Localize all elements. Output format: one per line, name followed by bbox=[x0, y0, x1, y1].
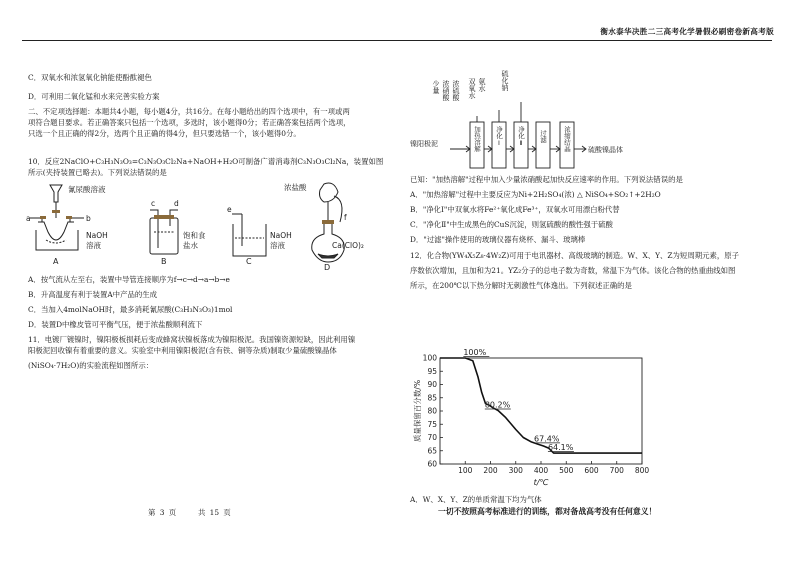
y-tick-label: 60 bbox=[427, 459, 437, 469]
flow-box-5-label: 浓缩结晶 bbox=[563, 126, 571, 152]
y-tick-label: 85 bbox=[427, 393, 437, 403]
q9-option-d: D．可利用二氧化锰和水来完善实验方案 bbox=[28, 92, 160, 102]
apparatus-c-solution-label: 溶液 bbox=[270, 240, 285, 250]
apparatus-d-hcl-label: 浓盐酸 bbox=[284, 182, 307, 192]
y-tick-label: 70 bbox=[427, 433, 437, 443]
port-b-label: b bbox=[86, 213, 91, 223]
apparatus-d-reagent-label: Ca(ClO)₂ bbox=[332, 240, 364, 250]
page-footer bbox=[148, 507, 231, 518]
flow-input-5: 氨水 bbox=[478, 78, 486, 92]
data-annotation: 67.4% bbox=[534, 434, 560, 444]
x-tick-label: 600 bbox=[584, 466, 599, 475]
right-column bbox=[410, 70, 782, 504]
apparatus-c-naoh-label: NaOH bbox=[270, 230, 292, 240]
y-tick-label: 80 bbox=[427, 406, 437, 416]
apparatus-c-label: C bbox=[246, 256, 252, 266]
page-total: 共 15 页 bbox=[197, 508, 231, 517]
q12-option-a: A．W、X、Y、Z的单质常温下均为气体 bbox=[410, 495, 542, 504]
flow-box-2-label: 净化Ⅰ bbox=[495, 126, 503, 147]
x-tick-label: 300 bbox=[508, 466, 523, 475]
header-rule bbox=[22, 40, 772, 41]
q11-option-c: C．"净化Ⅱ"中生成黑色的CuS沉淀，则氢硫酸的酸性强于硫酸 bbox=[410, 220, 613, 230]
q10-option-a: A．按气流从左至右，装置中导管连接顺序为f→c→d→a→b→e bbox=[28, 274, 230, 284]
x-tick-label: 100 bbox=[458, 466, 473, 475]
q10-option-c: C．当加入4molNaOH时，最多消耗氰尿酸(C₃H₃N₃O₃)1mol bbox=[28, 304, 233, 314]
data-annotation: 80.2% bbox=[484, 400, 511, 410]
q10-stem-2: 所示(夹持装置已略去)。下列说法错误的是 bbox=[28, 167, 167, 177]
apparatus-a-cyanuric-label: 氰尿酸溶液 bbox=[68, 184, 106, 194]
data-annotation: 64.1% bbox=[547, 443, 574, 453]
flow-box-4 bbox=[536, 122, 550, 168]
x-tick-label: 700 bbox=[609, 466, 624, 475]
y-tick-label: 65 bbox=[427, 446, 437, 456]
q11-stem-2: 阳极泥回收镍有着重要的意义。实验室中利用镍阳极泥(含有铁、铜等杂质)制取少量硫酸镍晶体 bbox=[28, 346, 337, 356]
page-number: 第 3 页 bbox=[148, 508, 177, 517]
y-tick-label: 90 bbox=[427, 380, 437, 390]
port-e-label: e bbox=[227, 204, 232, 214]
flow-box-3-label: 净化Ⅱ bbox=[517, 126, 525, 147]
q12-stem-3: 所示，在200℃以下热分解时无刺激性气体逸出。下列叙述正确的是 bbox=[410, 280, 632, 290]
flow-input-2: 浓硝酸 bbox=[442, 80, 450, 101]
q11-option-a: A．"加热溶解"过程中主要反应为Ni+2H₂SO₄(浓) △ NiSO₄+SO₂↑+2H₂O bbox=[410, 190, 661, 200]
apparatus-b-brine-label-1: 饱和食 bbox=[183, 230, 206, 240]
x-axis-label: t/℃ bbox=[533, 478, 549, 487]
q11-option-b: B．"净化Ⅰ"中双氧水将Fe²⁺氧化成Fe³⁺，双氧水可用漂白粉代替 bbox=[410, 205, 620, 215]
x-tick-label: 200 bbox=[483, 466, 498, 475]
flow-input-1: 少量 bbox=[432, 80, 440, 94]
port-f-label: f bbox=[344, 212, 347, 222]
plot-frame bbox=[440, 358, 642, 464]
apparatus-b-brine-label-2: 盐水 bbox=[183, 240, 198, 250]
y-axis-label: 质量保留百分数/% bbox=[413, 379, 422, 443]
q10-option-d: D．装置D中橡皮管可平衡气压，便于浓盐酸顺利流下 bbox=[28, 320, 203, 330]
x-tick-label: 400 bbox=[533, 466, 549, 475]
q10-apparatus-figure bbox=[26, 180, 368, 272]
q11-stem-1: 11．电镀厂镀镍时，镍阳极板损耗后变成蜂窝状镍板落成为镍阳极泥。我国镍资源短缺，因此利用镍 bbox=[28, 335, 356, 345]
q9-option-c: C．双氧水和浓氢氧化钠能使酚酞褪色 bbox=[28, 73, 152, 82]
left-column bbox=[28, 72, 386, 372]
q12-stem-2: 序数依次增加，且加和为21。YZ₂分子的总电子数为奇数，常温下为气体。该化合物的热重曲线如图 bbox=[410, 265, 736, 275]
q10-stem-1: 10．反应2NaClO+C₃H₃N₃O₃=C₃N₃O₃Cl₂Na+NaOH+H₂O可制备广谱消毒剂C₃N₃O₃Cl₂Na，装置如图 bbox=[28, 156, 384, 166]
port-a-label: a bbox=[26, 213, 31, 223]
apparatus-a-label: A bbox=[53, 256, 59, 266]
data-annotation: 100% bbox=[463, 348, 487, 357]
flow-input-6: 硫化钠 bbox=[501, 70, 509, 91]
y-tick-label: 75 bbox=[427, 419, 437, 429]
x-tick-label: 500 bbox=[559, 466, 574, 475]
section-two-instructions-1: 二、不定项选择题：本题共4小题，每小题4分，共16分。在每小题给出的四个选项中，有一项或两 bbox=[28, 107, 350, 117]
thermogravimetric-chart bbox=[410, 348, 660, 494]
section-two-instructions-3: 只选一个且正确的得2分，选两个且正确的得4分，但只要选错一个，该小题得0分。 bbox=[28, 129, 301, 139]
flow-start-label: 镍阳极泥 bbox=[410, 140, 438, 148]
q10-option-b: B．升高温度有利于装置A中产品的生成 bbox=[28, 289, 158, 299]
q11-stem-3: (NiSO₄·7H₂O)的实验流程如图所示： bbox=[28, 361, 154, 371]
port-d-label: d bbox=[174, 198, 179, 208]
q11-option-d: D．"过滤"操作使用的玻璃仪器有烧杯、漏斗、玻璃棒 bbox=[410, 235, 586, 245]
flow-box-1-label: 加热溶解 bbox=[473, 126, 481, 152]
flow-box-4-label: 过滤 bbox=[539, 130, 547, 143]
port-c-label: c bbox=[151, 198, 156, 208]
q11-flow-diagram bbox=[410, 64, 782, 174]
apparatus-a-naoh-label: NaOH bbox=[86, 230, 108, 240]
apparatus-d-label: D bbox=[324, 262, 331, 272]
page-header: 衡水泰华决胜二三高考化学暑假必刷密卷新高考版 bbox=[600, 27, 774, 36]
apparatus-b-label: B bbox=[161, 256, 167, 266]
x-tick-label: 800 bbox=[634, 466, 650, 475]
y-tick-label: 95 bbox=[427, 366, 437, 376]
flow-input-3: 浓硫酸 bbox=[452, 80, 460, 101]
apparatus-a-solution-label: 溶液 bbox=[86, 240, 101, 250]
section-two-instructions-2: 项符合题目要求。若正确答案只包括一个选项，多选时，该小题得0分；若正确答案包括两个选项， bbox=[28, 118, 351, 128]
flow-input-4: 双氧水 bbox=[468, 78, 476, 99]
apparatus-a-funnel bbox=[50, 185, 62, 202]
y-tick-label: 100 bbox=[422, 353, 437, 363]
q12-stem-1: 12．化合物(YW₄X₅Z₈·4W₂Z)可用于电讯器材、高级玻璃的制造。W、X、Y、Z为短周期元素，原子 bbox=[410, 250, 740, 260]
footer-slogan: 一切不按照高考标准进行的训练，都对备战高考没有任何意义！ bbox=[438, 507, 657, 516]
flow-end-label: 硫酸镍晶体 bbox=[588, 146, 623, 154]
q11-known: 已知："加热溶解"过程中加入少量浓硝酸起加快反应速率的作用。下列说法错误的是 bbox=[410, 175, 683, 184]
